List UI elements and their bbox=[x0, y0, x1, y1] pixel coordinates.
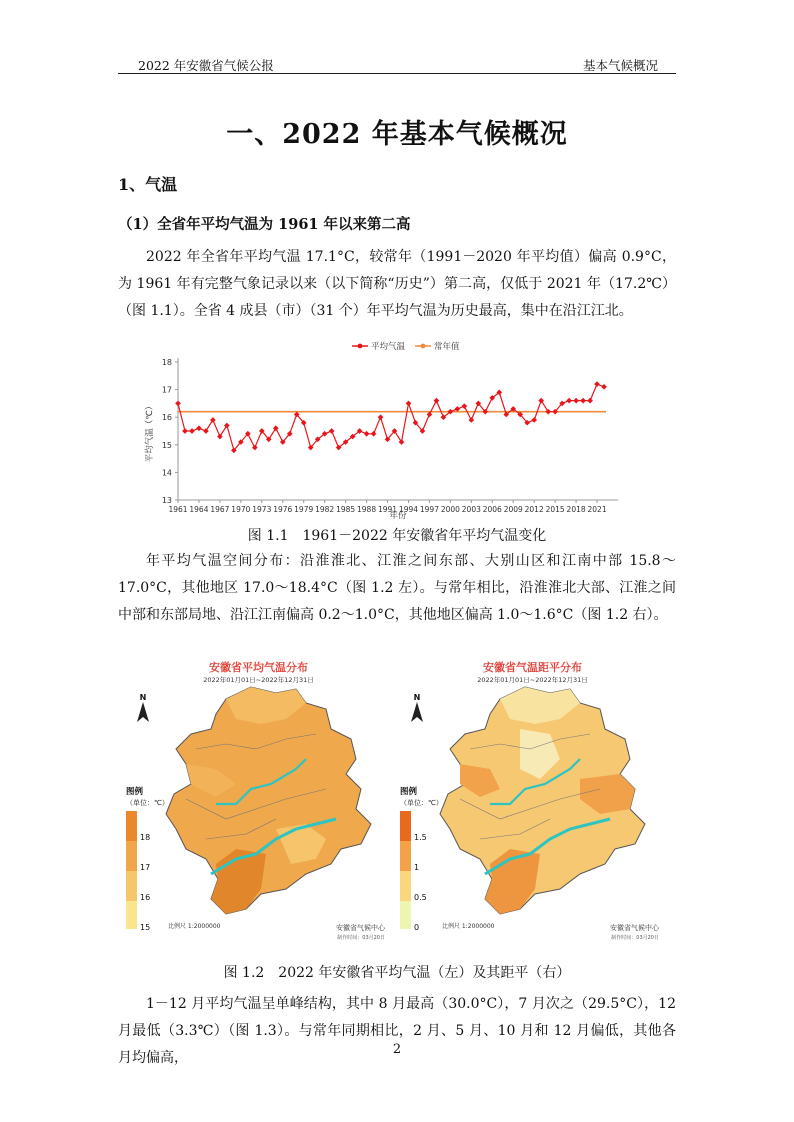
data-point bbox=[531, 417, 537, 423]
x-tick-label: 1970 bbox=[231, 505, 251, 514]
x-tick-label: 2006 bbox=[482, 505, 502, 514]
y-tick-label: 14 bbox=[161, 468, 172, 478]
legend-label: 18 bbox=[140, 833, 151, 842]
x-tick-label: 1976 bbox=[273, 505, 293, 514]
map-scale: 比例尺 1:2000000 bbox=[168, 923, 221, 930]
map-publisher: 安徽省气候中心 bbox=[610, 924, 659, 932]
paragraph-3: 1－12 月平均气温呈单峰结构，其中 8 月最高（30.0°C），7 月次之（29.5°C），12 月最低（3.3℃）（图 1.3）。与常年同期相比，2 月、5 月、10 月和 12 月偏低，其他各月均偏高， bbox=[118, 996, 676, 1066]
legend-label: 17 bbox=[140, 863, 151, 872]
map-publisher: 安徽省气候中心 bbox=[336, 924, 385, 932]
x-tick-label: 1961 bbox=[168, 505, 188, 514]
header-left: 2022 年安徽省气候公报 bbox=[138, 58, 274, 73]
legend-swatch bbox=[126, 841, 137, 871]
x-axis-label: 年份 bbox=[389, 511, 407, 521]
x-tick-label: 2003 bbox=[461, 505, 481, 514]
legend-swatch bbox=[126, 871, 137, 901]
data-point bbox=[224, 423, 230, 429]
page-header bbox=[118, 54, 676, 74]
map-made-date: 制作时间：03月20日 bbox=[611, 935, 659, 941]
data-point bbox=[203, 428, 209, 434]
legend-swatch bbox=[126, 901, 137, 929]
x-tick-label: 1988 bbox=[357, 505, 377, 514]
legend-label: 1.5 bbox=[414, 833, 427, 842]
page-number: 2 bbox=[392, 1042, 402, 1057]
legend-label: 1 bbox=[414, 863, 420, 872]
legend-label-normal: 常年值 bbox=[434, 342, 460, 352]
x-tick-label: 1997 bbox=[419, 505, 439, 514]
data-point bbox=[601, 384, 607, 390]
x-tick-label: 1991 bbox=[377, 505, 398, 514]
data-point bbox=[210, 417, 216, 423]
x-tick-label: 2000 bbox=[440, 505, 460, 514]
x-tick-label: 1982 bbox=[315, 505, 335, 514]
x-tick-labels bbox=[168, 500, 606, 514]
data-point bbox=[587, 398, 593, 404]
legend-title: 图例 bbox=[400, 787, 418, 797]
color-legend bbox=[126, 811, 166, 932]
y-tick-label: 15 bbox=[161, 440, 172, 450]
page-title: 一、2022 年基本气候概况 bbox=[226, 119, 568, 150]
data-point bbox=[545, 409, 551, 415]
data-point bbox=[175, 401, 181, 407]
data-point bbox=[573, 398, 579, 404]
x-tick-label: 2009 bbox=[503, 505, 523, 514]
data-point bbox=[566, 398, 572, 404]
figure-1-caption: 图 1.1 1961－2022 年安徽省年平均气温变化 bbox=[247, 528, 547, 544]
x-tick-label: 2015 bbox=[545, 505, 565, 514]
north-label: N bbox=[139, 693, 147, 702]
y-tick-label: 17 bbox=[161, 385, 172, 395]
x-tick-label: 1967 bbox=[210, 505, 230, 514]
data-point bbox=[371, 431, 377, 437]
data-point bbox=[462, 403, 468, 409]
y-axis-label: 平均气温（℃） bbox=[145, 401, 155, 463]
section-heading: 1、气温 bbox=[118, 175, 178, 194]
x-tick-label: 1973 bbox=[252, 505, 272, 514]
legend-label: 15 bbox=[140, 923, 151, 932]
legend-label: 0 bbox=[414, 923, 420, 932]
map-title: 安徽省气温距平分布 bbox=[483, 661, 582, 674]
paragraph-1: 2022 年全省年平均气温 17.1°C，较常年（1991－2020 年平均值）偏高 0.9°C，为 1961 年有完整气象记录以来（以下简称“历史”）第二高，仅低于 2021 年（17.2℃）（图 1.1）。全省 4 成县（市）（31 个）年平均气温为历史最高，集中在沿江江北。 bbox=[118, 249, 676, 319]
y-tick-label: 16 bbox=[161, 413, 172, 423]
north-label: N bbox=[413, 693, 421, 702]
data-point bbox=[217, 434, 223, 440]
map-date: 2022年01月01日~2022年12月31日 bbox=[203, 676, 314, 684]
data-point bbox=[364, 431, 370, 437]
data-point bbox=[399, 439, 405, 445]
header-divider bbox=[118, 73, 676, 74]
map-made-date: 制作时间：03月20日 bbox=[337, 935, 385, 941]
data-point bbox=[273, 425, 279, 431]
anhui-map-shape bbox=[430, 679, 660, 919]
legend-label: 0.5 bbox=[414, 893, 427, 902]
data-point bbox=[580, 398, 586, 404]
data-point bbox=[378, 414, 384, 420]
legend-swatch bbox=[126, 811, 137, 841]
x-tick-label: 1994 bbox=[398, 505, 419, 514]
data-point bbox=[196, 425, 202, 431]
legend-label-series: 平均气温 bbox=[371, 342, 406, 352]
temperature-line-chart bbox=[140, 332, 620, 522]
x-tick-label: 2012 bbox=[524, 505, 544, 514]
map-date: 2022年01月01日~2022年12月31日 bbox=[477, 676, 588, 684]
data-point bbox=[594, 381, 600, 387]
data-point bbox=[252, 445, 258, 451]
x-tick-label: 2018 bbox=[566, 505, 586, 514]
y-tick-label: 18 bbox=[161, 358, 172, 367]
legend-swatch bbox=[400, 901, 411, 929]
y-tick-label: 13 bbox=[161, 496, 172, 505]
map-mean-temperature bbox=[126, 655, 391, 945]
map-title: 安徽省平均气温分布 bbox=[209, 661, 308, 674]
legend-marker-series bbox=[358, 344, 363, 349]
data-point bbox=[469, 417, 475, 423]
color-legend bbox=[400, 811, 440, 932]
map-temperature-anomaly bbox=[400, 655, 665, 945]
subsection-heading: （1）全省年平均气温为 1961 年以来第二高 bbox=[118, 216, 411, 233]
header-right: 基本气候概况 bbox=[582, 58, 658, 73]
legend-swatch bbox=[400, 841, 411, 871]
data-point bbox=[329, 428, 335, 434]
data-point bbox=[182, 428, 188, 434]
x-tick-label: 1985 bbox=[336, 505, 356, 514]
data-point bbox=[406, 401, 412, 407]
legend-title: 图例 bbox=[126, 787, 144, 797]
figure-2-caption: 图 1.2 2022 年安徽省平均气温（左）及其距平（右） bbox=[223, 965, 571, 981]
anhui-map-shape bbox=[156, 679, 386, 919]
legend-swatch bbox=[400, 811, 411, 841]
legend-marker-normal bbox=[421, 344, 426, 349]
north-arrow-icon bbox=[408, 693, 426, 726]
x-tick-label: 1979 bbox=[294, 505, 314, 514]
x-tick-label: 2021 bbox=[587, 505, 607, 514]
legend-unit: （单位：℃） bbox=[400, 799, 443, 807]
legend-label: 16 bbox=[140, 893, 151, 902]
chart-axes bbox=[178, 358, 618, 500]
north-arrow-icon bbox=[134, 693, 152, 726]
y-tick-labels bbox=[162, 358, 178, 505]
chart-legend bbox=[352, 341, 460, 352]
x-tick-label: 1964 bbox=[189, 505, 209, 514]
series-points bbox=[175, 381, 607, 453]
data-point bbox=[189, 428, 195, 434]
legend-swatch bbox=[400, 871, 411, 901]
legend-unit: （单位：℃） bbox=[126, 799, 169, 807]
map-scale: 比例尺 1:2000000 bbox=[442, 923, 495, 930]
paragraph-2: 年平均气温空间分布：沿淮淮北、江淮之间东部、大别山区和江南中部 15.8～17.0°C，其他地区 17.0～18.4°C（图 1.2 左）。与常年相比，沿淮淮北大部、江淮之间中部和东部局地、沿江江南偏高 0.2～1.0°C，其他地区偏高 1.0～1.6°C（图 1.2 右）。 bbox=[118, 553, 676, 623]
data-point bbox=[434, 398, 440, 404]
